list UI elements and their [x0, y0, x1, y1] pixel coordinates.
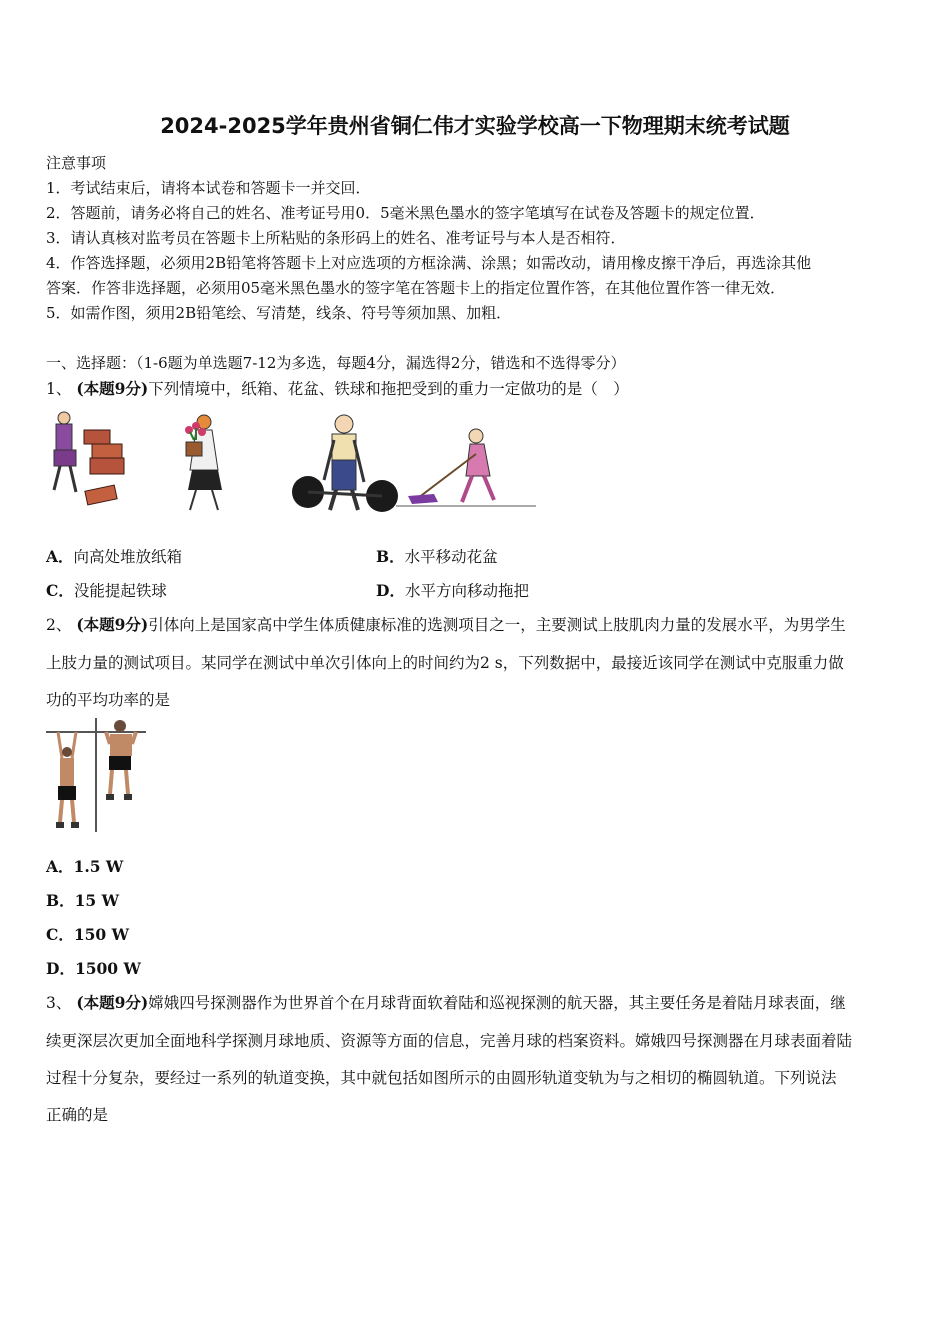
question-text-line: 正确的是 — [46, 1106, 109, 1124]
question-3 — [46, 991, 846, 1013]
iron-balls-figure — [292, 415, 398, 512]
option-letter: A． — [46, 547, 74, 566]
option-text: 1.5 W — [73, 857, 124, 876]
pull-up-hanging-person — [56, 732, 79, 828]
flowerpot-figure — [185, 415, 222, 510]
question-text: 下列情境中，纸箱、花盆、铁球和拖把受到的重力一定做功的是（ ） — [148, 380, 629, 398]
note-item: 2．答题前，请务必将自己的姓名、准考证号用0．5毫米黑色墨水的签字笔填写在试卷及答题卡的规定位置． — [46, 204, 765, 222]
option-letter: C． — [46, 581, 74, 600]
question-score: (本题9分) — [76, 379, 149, 398]
q1-option-c[interactable] — [46, 579, 167, 601]
question-1 — [46, 377, 629, 399]
note-item: 5．如需作图，须用2B铅笔绘、写清楚，线条、符号等须加黑、加粗． — [46, 304, 512, 322]
section-heading: 一、选择题：（1-6题为单选题7-12为多选，每题4分，漏选得2分，错选和不选得零分） — [46, 354, 626, 372]
note-item: 4．作答选择题，必须用2B铅笔将答题卡上对应选项的方框涂满、涂黑；如需改动，请用橡皮擦干净后，再选涂其他 — [46, 254, 812, 272]
q2-option-a[interactable] — [46, 855, 123, 877]
notes-heading: 注意事项 — [46, 154, 107, 172]
option-letter: D． — [46, 959, 75, 978]
option-text: 水平移动花盆 — [404, 548, 498, 566]
question-score: (本题9分) — [76, 615, 149, 634]
option-letter: A． — [46, 857, 74, 876]
option-text: 1500 W — [74, 959, 141, 978]
note-item: 1．考试结束后，请将本试卷和答题卡一并交回． — [46, 179, 371, 197]
question-score: (本题9分) — [76, 993, 149, 1012]
option-text: 没能提起铁球 — [73, 582, 167, 600]
option-text: 150 W — [73, 925, 130, 944]
question-text-line: 功的平均功率的是 — [46, 691, 171, 709]
question-text-line: 续更深层次更加全面地科学探测月球地质、资源等方面的信息，完善月球的档案资料。嫦娥四号探测器在月球表面着陆 — [46, 1032, 853, 1050]
q1-option-a[interactable] — [46, 545, 182, 567]
question-text: 嫦娥四号探测器作为世界首个在月球背面软着陆和巡视探测的航天器，其主要任务是着陆月球表面，继 — [148, 994, 846, 1012]
stacking-boxes-figure — [54, 412, 124, 505]
page-title: 2024-2025学年贵州省铜仁伟才实验学校高一下物理期末统考试题 — [160, 114, 790, 138]
q2-option-b[interactable] — [46, 889, 119, 911]
option-letter: B． — [46, 891, 75, 910]
q2-option-d[interactable] — [46, 957, 141, 979]
question-2 — [46, 613, 846, 635]
note-item: 答案．作答非选择题，必须用05毫米黑色墨水的签字笔在答题卡上的指定位置作答，在其他位置作答一律无效． — [46, 279, 786, 297]
q2-figure-pull-up — [46, 718, 150, 832]
q1-figure-scenes — [46, 410, 546, 520]
mop-figure — [396, 429, 536, 506]
question-text-line: 过程十分复杂，要经过一系列的轨道变换，其中就包括如图所示的由圆形轨道变轨为与之相切的椭圆轨道。下列说法 — [46, 1069, 837, 1087]
q1-option-b[interactable] — [376, 545, 498, 567]
option-letter: D． — [376, 581, 405, 600]
question-text-line: 上肢力量的测试项目。某同学在测试中单次引体向上的时间约为2 s，下列数据中，最接近该同学在测试中克服重力做 — [46, 654, 844, 672]
option-letter: B． — [376, 547, 405, 566]
option-text: 15 W — [74, 891, 119, 910]
question-number: 1、 — [46, 380, 72, 398]
option-letter: C． — [46, 925, 74, 944]
note-item: 3．请认真核对监考员在答题卡上所粘贴的条形码上的姓名、准考证号与本人是否相符． — [46, 229, 626, 247]
option-text: 水平方向移动拖把 — [404, 582, 529, 600]
option-text: 向高处堆放纸箱 — [73, 548, 183, 566]
question-text: 引体向上是国家高中学生体质健康标准的选测项目之一，主要测试上肢肌肉力量的发展水平，为男学生 — [148, 616, 846, 634]
question-number: 2、 — [46, 616, 72, 634]
question-number: 3、 — [46, 994, 72, 1012]
q1-option-d[interactable] — [376, 579, 529, 601]
q2-option-c[interactable] — [46, 923, 129, 945]
